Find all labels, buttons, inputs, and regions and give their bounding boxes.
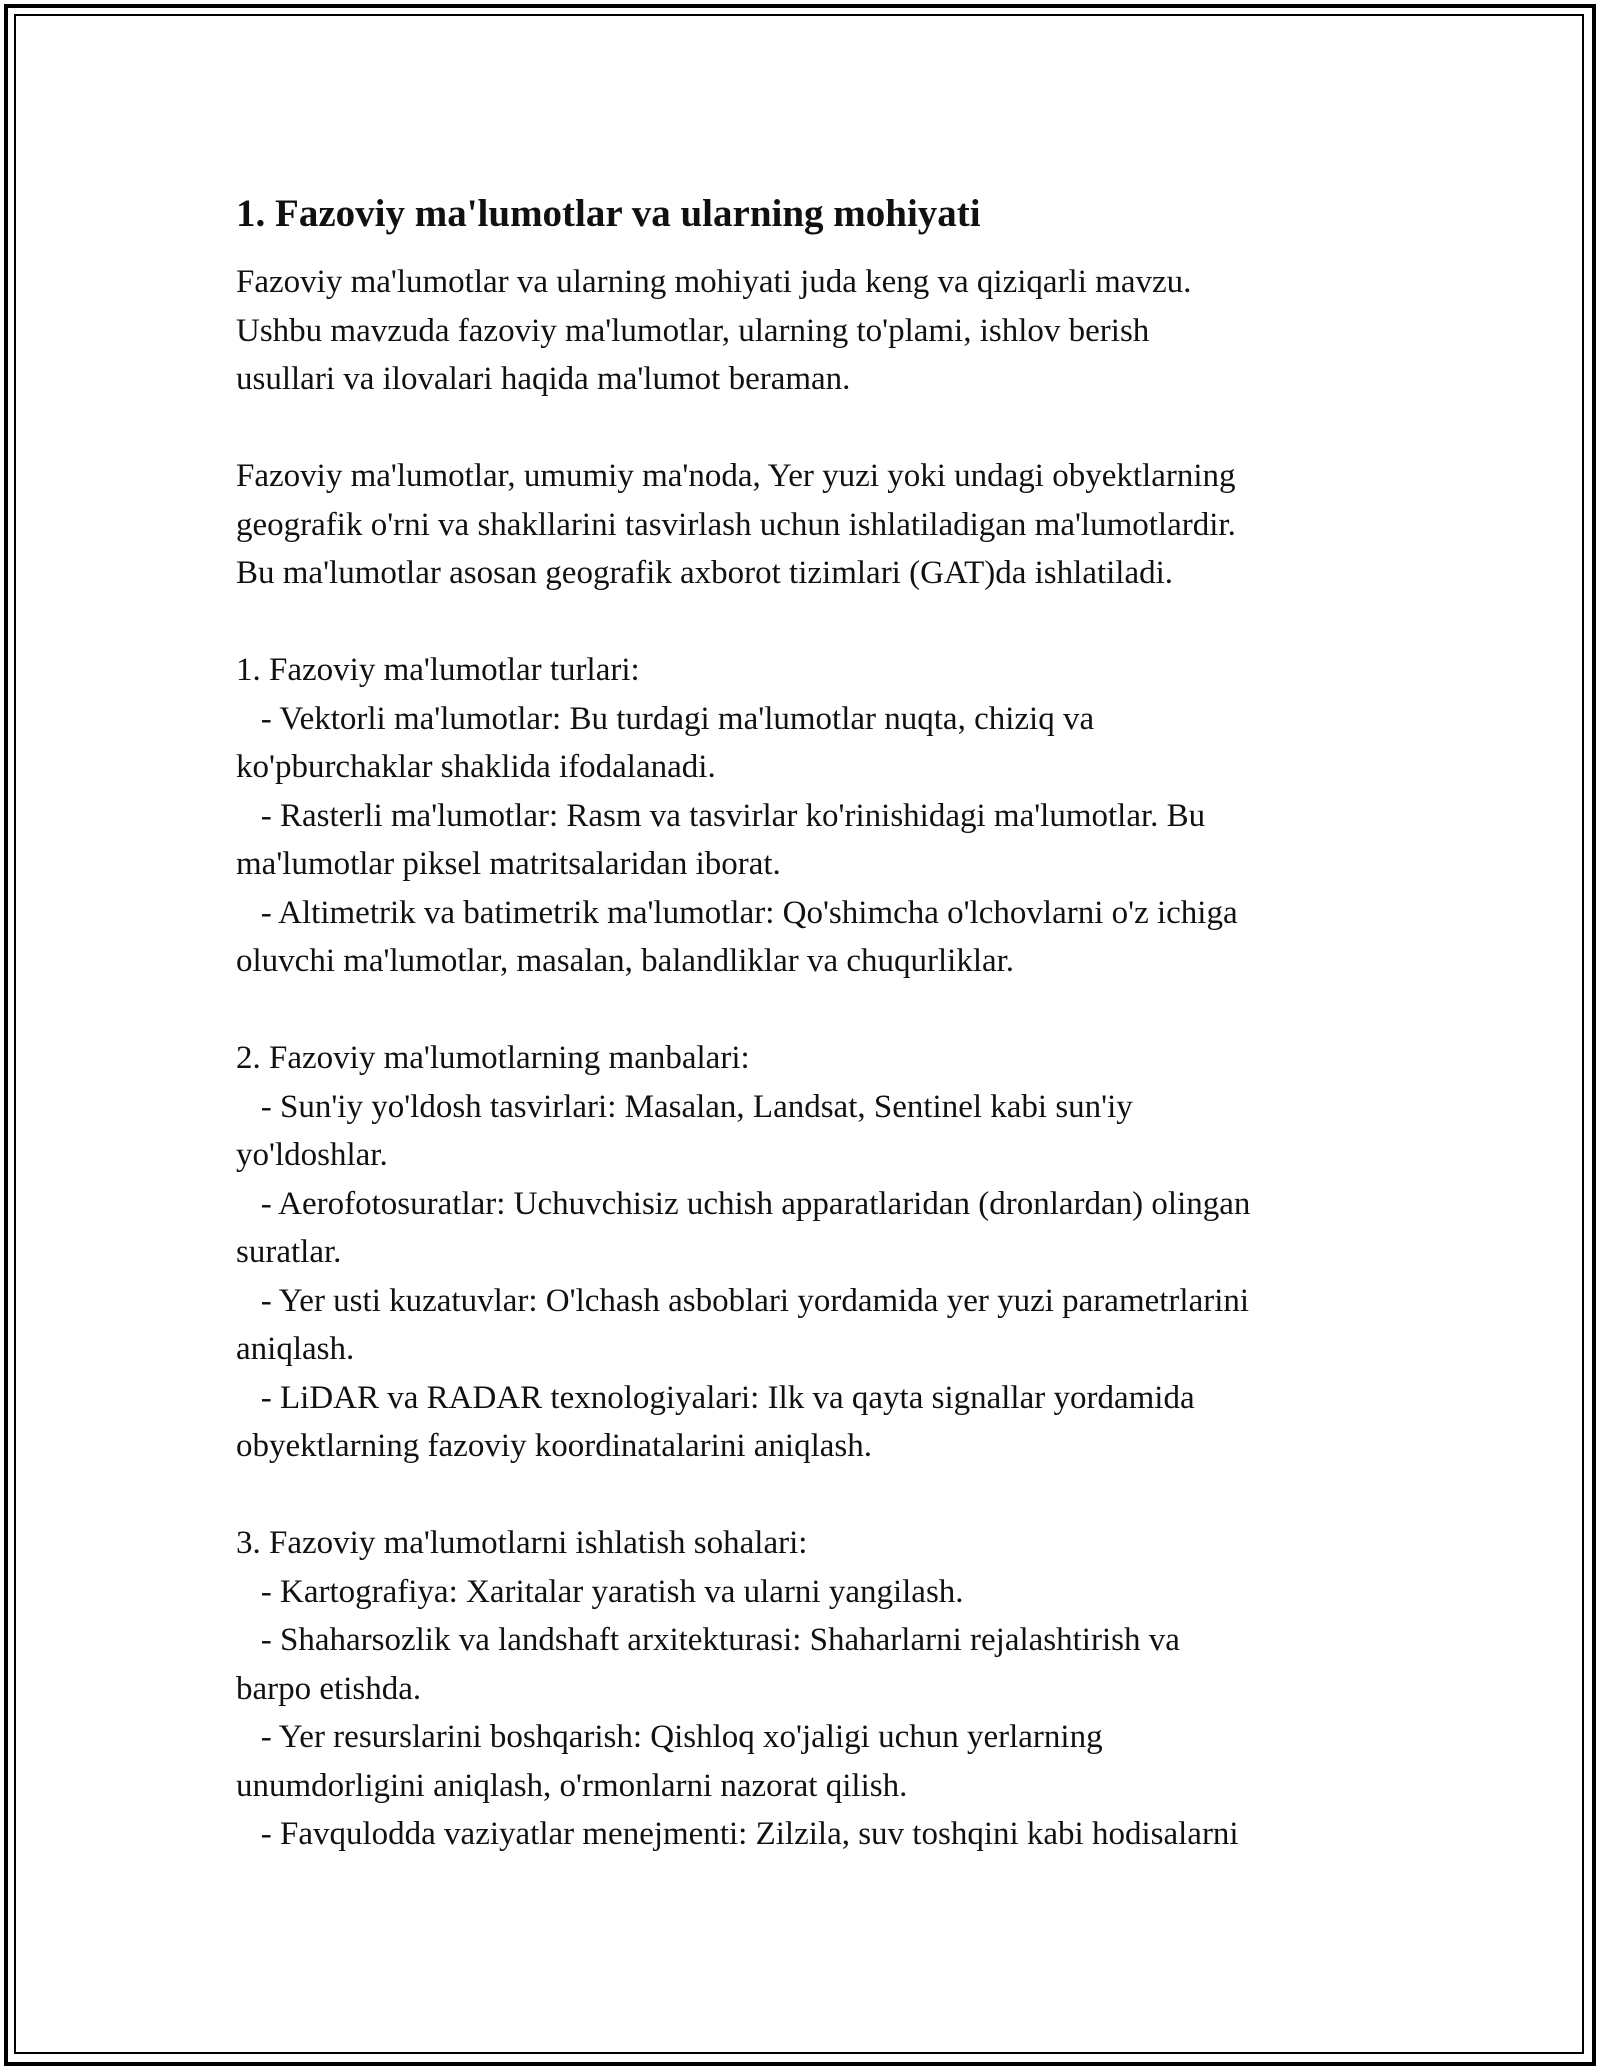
section-heading: 3. Fazoviy ma'lumotlarni ishlatish sohalari: xyxy=(236,1525,808,1561)
text-line: Fazoviy ma'lumotlar va ularning mohiyati juda keng va qiziqarli mavzu. xyxy=(236,264,1192,300)
section-heading: 1. Fazoviy ma'lumotlar turlari: xyxy=(236,652,640,688)
section-application-areas xyxy=(236,1519,1376,1859)
list-item-line: - Rasterli ma'lumotlar: Rasm va tasvirlar ko'rinishidagi ma'lumotlar. Bu xyxy=(236,797,1206,834)
list-item-line: - LiDAR va RADAR texnologiyalari: Ilk va qayta signallar yordamida xyxy=(236,1379,1195,1416)
section-data-types xyxy=(236,646,1376,986)
list-item-line: oluvchi ma'lumotlar, masalan, balandliklar va chuqurliklar. xyxy=(236,943,1015,979)
list-item-line: - Vektorli ma'lumotlar: Bu turdagi ma'lumotlar nuqta, chiziq va xyxy=(236,700,1095,737)
document-title: 1. Fazoviy ma'lumotlar va ularning mohiyati xyxy=(236,192,981,235)
list-item-line: suratlar. xyxy=(236,1234,342,1270)
list-item-line: unumdorligini aniqlash, o'rmonlarni nazorat qilish. xyxy=(236,1767,908,1804)
text-line: Ushbu mavzuda fazoviy ma'lumotlar, ularning to'plami, ishlov berish xyxy=(236,312,1150,349)
section-heading: 2. Fazoviy ma'lumotlarning manbalari: xyxy=(236,1040,750,1076)
list-item-line: ko'pburchaklar shaklida ifodalanadi. xyxy=(236,749,716,785)
list-item-line: barpo etishda. xyxy=(236,1670,422,1707)
list-item-line: - Yer usti kuzatuvlar: O'lchash asboblari yordamida yer yuzi parametrlarini xyxy=(236,1282,1250,1319)
list-item-line: yo'ldoshlar. xyxy=(236,1137,388,1173)
paragraph-definition xyxy=(236,452,1376,598)
list-item-line: obyektlarning fazoviy koordinatalarini aniqlash. xyxy=(236,1428,872,1464)
text-line: geografik o'rni va shakllarini tasvirlash uchun ishlatiladigan ma'lumotlardir. xyxy=(236,506,1236,543)
text-line: Fazoviy ma'lumotlar, umumiy ma'noda, Yer yuzi yoki undagi obyektlarning xyxy=(236,458,1236,494)
paragraph-intro xyxy=(236,258,1376,404)
section-data-sources xyxy=(236,1034,1376,1471)
list-item-line: - Kartografiya: Xaritalar yaratish va ularni yangilash. xyxy=(236,1573,964,1610)
list-item-line: - Shaharsozlik va landshaft arxitekturasi: Shaharlarni rejalashtirish va xyxy=(236,1622,1180,1658)
text-line: Bu ma'lumotlar asosan geografik axborot tizimlari (GAT)da ishlatiladi. xyxy=(236,555,1174,591)
list-item-line: - Sun'iy yo'ldosh tasvirlari: Masalan, Landsat, Sentinel kabi sun'iy xyxy=(236,1088,1133,1125)
list-item-line: - Favqulodda vaziyatlar menejmenti: Zilzila, suv toshqini kabi hodisalarni xyxy=(236,1816,1239,1852)
list-item-line: - Aerofotosuratlar: Uchuvchisiz uchish apparatlaridan (dronlardan) olingan xyxy=(236,1185,1251,1222)
text-line: usullari va ilovalari haqida ma'lumot beraman. xyxy=(236,361,851,397)
list-item-line: - Yer resurslarini boshqarish: Qishloq xo'jaligi uchun yerlarning xyxy=(236,1719,1103,1755)
list-item-line: - Altimetrik va batimetrik ma'lumotlar: Qo'shimcha o'lchovlarni o'z ichiga xyxy=(236,894,1238,931)
list-item-line: aniqlash. xyxy=(236,1331,355,1367)
document-body xyxy=(236,188,1376,1859)
list-item-line: ma'lumotlar piksel matritsalaridan iborat. xyxy=(236,846,781,882)
